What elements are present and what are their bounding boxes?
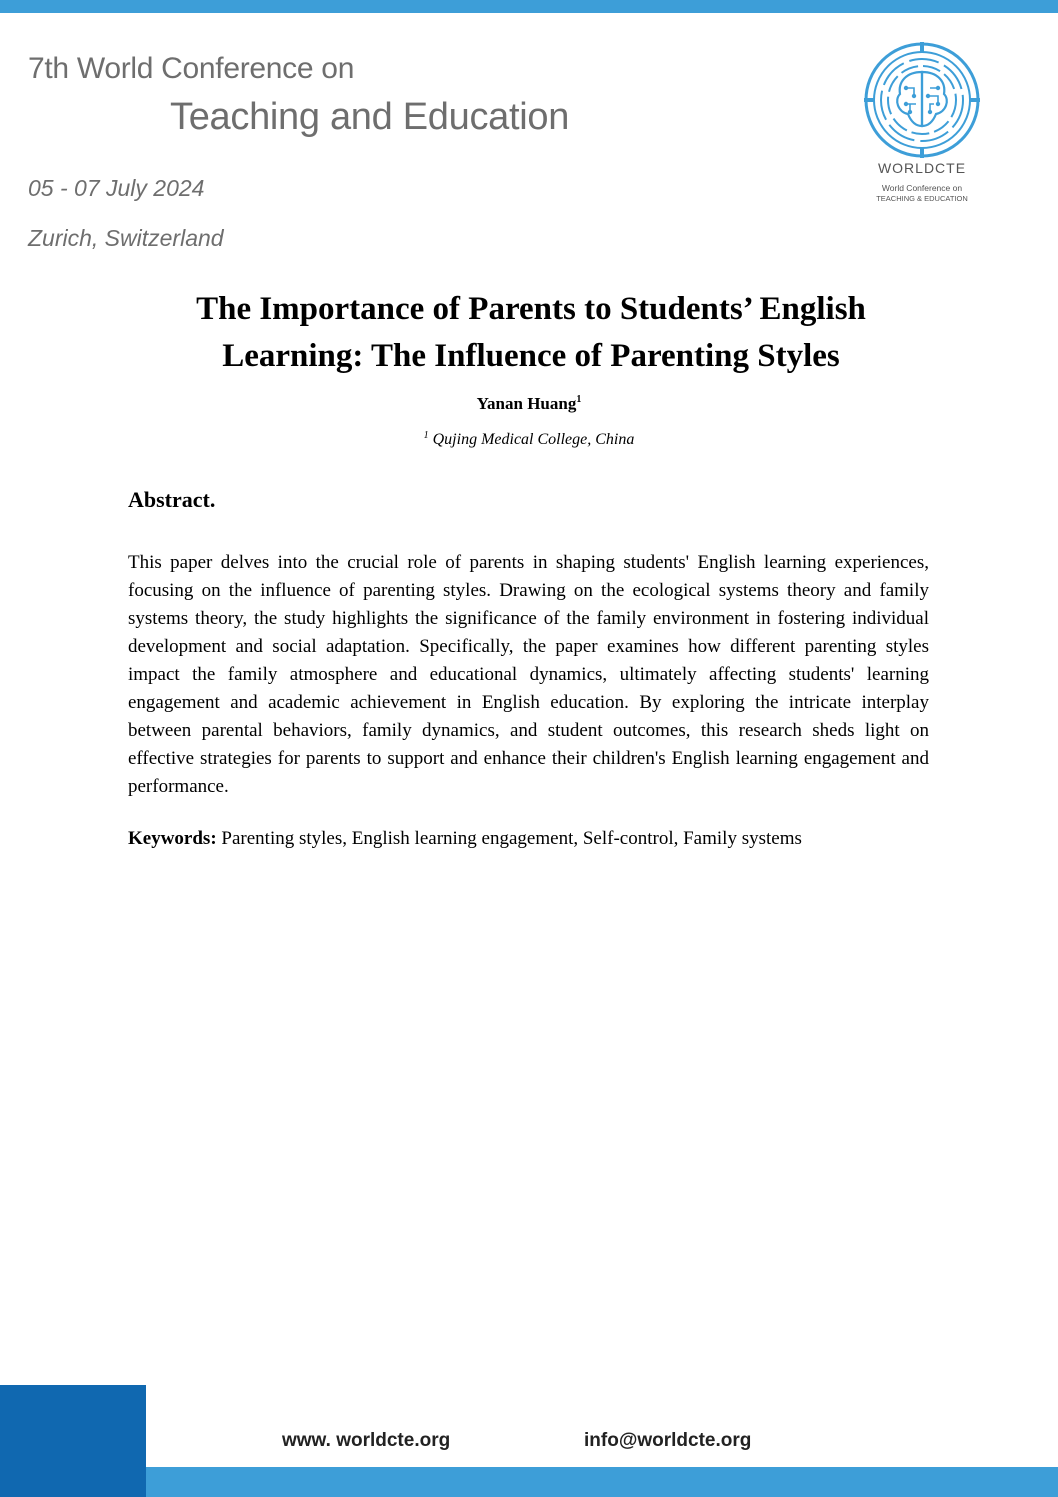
- author: [0, 394, 1058, 414]
- conference-name-line2: Teaching and Education: [170, 96, 570, 138]
- footer-email: info@worldcte.org: [584, 1430, 752, 1451]
- bottom-accent-bar: [146, 1467, 1058, 1497]
- abstract-heading: Abstract.: [128, 487, 216, 512]
- conference-name-line1: 7th World Conference on: [28, 52, 355, 85]
- abstract-body: This paper delves into the crucial role of parents in shaping students' English learning experiences, focusing on the influence of parenting styles. Drawing on the ecological systems theory and family systems theory, the study highlights the significance of the family environment in fostering individual development and social adaptation. Specifically, the paper examines how different parenting styles impact the family atmosphere and educational dynamics, ultimately affecting students' learning engagement and academic achievement in English education. By exploring the intricate interplay between parental behaviors, family dynamics, and student outcomes, this research sheds light on effective strategies for parents to support and enhance their children's English learning engagement and performance.: [128, 552, 929, 797]
- paper-title: [100, 286, 962, 380]
- author-name: Yanan Huang: [476, 394, 577, 413]
- paper-title-line2: Learning: The Influence of Parenting Styles: [222, 338, 840, 374]
- logo-subtitle-line1: World Conference on: [881, 183, 963, 193]
- keywords-label: Keywords:: [128, 828, 217, 849]
- conference-location: Zurich, Switzerland: [28, 225, 224, 251]
- affiliation-text: Qujing Medical College, China: [428, 431, 635, 448]
- worldcte-logo: [862, 42, 982, 206]
- logo-name: WORLDCTE: [877, 160, 967, 176]
- top-accent-bar: [0, 0, 1058, 13]
- paper-title-line1: The Importance of Parents to Students’ English: [196, 291, 866, 327]
- keywords: [128, 826, 948, 852]
- bottom-corner-block: [0, 1385, 146, 1497]
- brain-circuit-icon: [862, 42, 982, 162]
- author-superscript: 1: [576, 394, 582, 405]
- footer-website: www. worldcte.org: [282, 1430, 451, 1451]
- conference-dates: 05 - 07 July 2024: [28, 175, 205, 201]
- affiliation: [0, 430, 1058, 449]
- affiliation-superscript: 1: [423, 430, 429, 441]
- logo-subtitle-line2: TEACHING & EDUCATION: [876, 194, 968, 203]
- keywords-list: Parenting styles, English learning engagement, Self-control, Family systems: [216, 828, 802, 849]
